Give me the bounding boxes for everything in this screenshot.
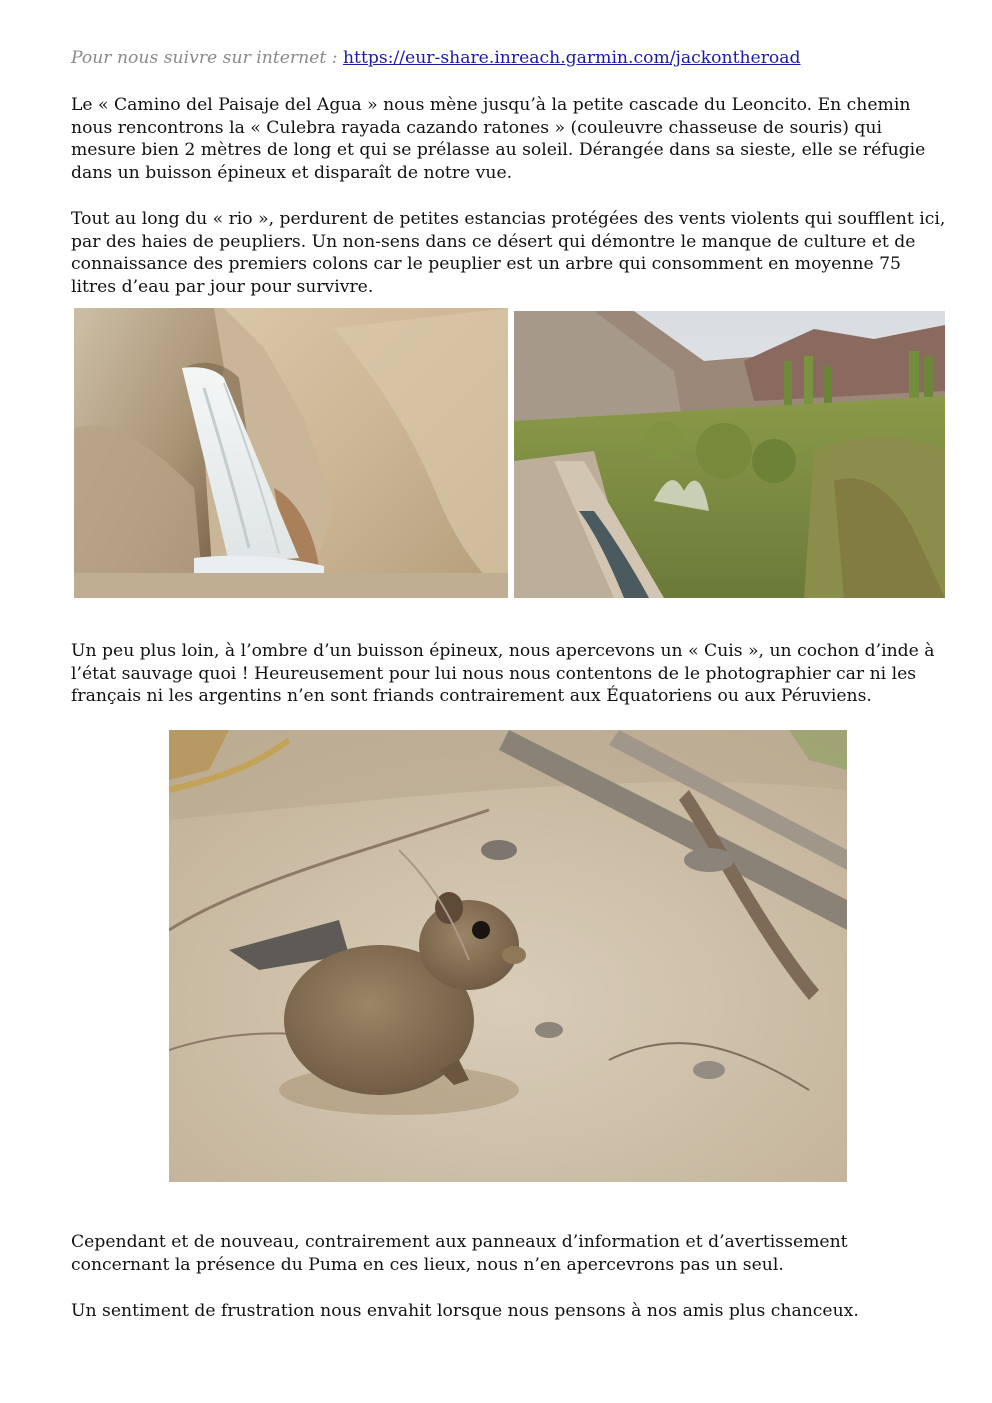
- waterfall-photo: [74, 308, 508, 598]
- text-line: Le « Camino del Paisaje del Agua » nous mène jusqu’à la petite cascade du Leoncito. En chemin: [71, 95, 911, 115]
- text-line: Tout au long du « rio », perdurent de petites estancias protégées des vents violents qui soufflent ici,: [71, 209, 946, 229]
- paragraph-camino: [71, 94, 951, 185]
- text-line: Un sentiment de frustration nous envahit lorsque nous pensons à nos amis plus chanceux.: [71, 1301, 859, 1321]
- tracking-link[interactable]: https://eur-share.inreach.garmin.com/jackontheroad: [342, 48, 801, 68]
- text-line: dans un buisson épineux et disparaît de notre vue.: [71, 163, 513, 184]
- text-line: nous rencontrons la « Culebra rayada cazando ratones » (couleuvre chasseuse de souris) qui: [71, 117, 882, 138]
- text-line: Cependant et de nouveau, contrairement aux panneaux d’information et d’avertissement: [71, 1232, 848, 1252]
- cuis-photo: [169, 730, 847, 1182]
- text-line: français ni les argentins n’en sont friands contrairement aux Équatoriens ou aux Péruviens.: [71, 686, 872, 707]
- text-line: concernant la présence du Puma en ces lieux, nous n’en apercevrons pas un seul.: [71, 1254, 784, 1275]
- text-line: l’état sauvage quoi ! Heureusement pour lui nous nous contentons de le photographier car ni les: [71, 663, 917, 684]
- valley-photo: [514, 311, 945, 598]
- text-line: par des haies de peupliers. Un non-sens dans ce désert qui démontre le manque de culture et de: [71, 231, 916, 252]
- text-line: connaissance des premiers colons car le peuplier est un arbre qui consomment en moyenne 75: [71, 254, 901, 275]
- text-line: Un peu plus loin, à l’ombre d’un buisson épineux, nous apercevons un « Cuis », un cochon d’inde à: [71, 641, 935, 661]
- paragraph-puma: [71, 1231, 951, 1276]
- paragraph-rio: [71, 208, 951, 299]
- paragraph-frustration: [71, 1300, 951, 1323]
- text-line: litres d’eau par jour pour survivre.: [71, 277, 374, 298]
- follow-label: Pour nous suivre sur internet :: [71, 48, 343, 68]
- follow-line: [71, 47, 801, 70]
- paragraph-cuis: [71, 640, 951, 708]
- text-line: mesure bien 2 mètres de long et qui se prélasse au soleil. Dérangée dans sa sieste, elle se réfugie: [71, 140, 926, 161]
